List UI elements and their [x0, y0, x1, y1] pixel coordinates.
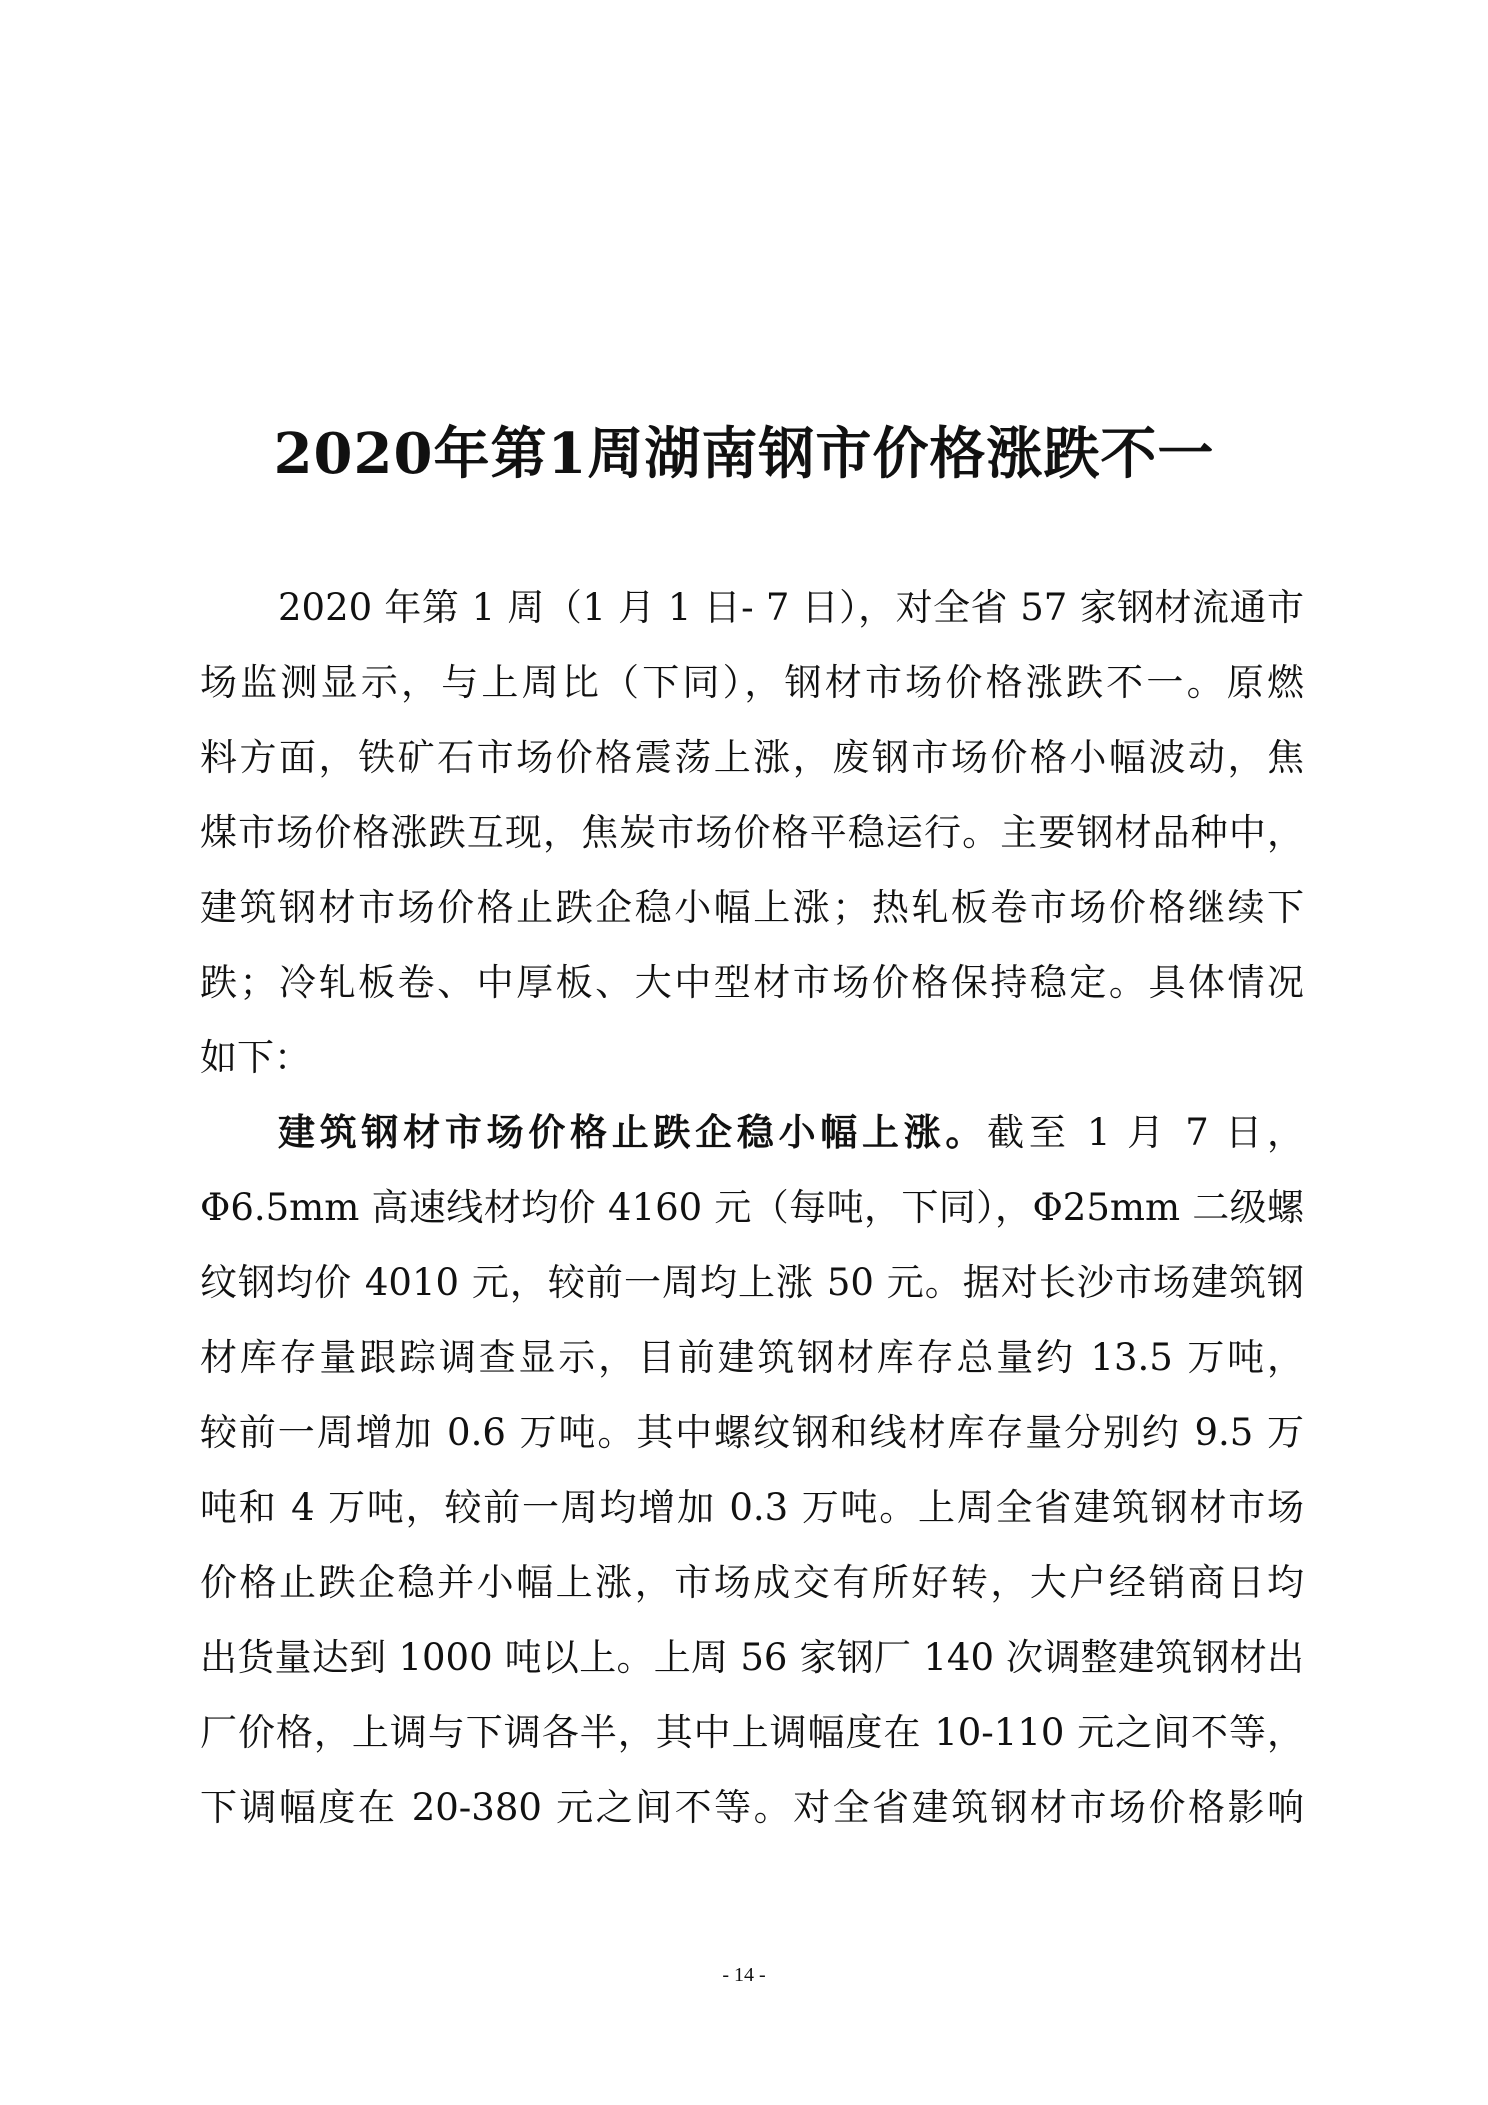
- paragraph-2-first-line: [200, 1095, 1304, 1170]
- paragraph-2-line: 下调幅度在 20-380 元之间不等。对全省建筑钢材市场价格影响: [200, 1786, 1304, 1829]
- paragraph-2-line: 吨和 4 万吨，较前一周均增加 0.3 万吨。上周全省建筑钢材市场: [200, 1486, 1304, 1529]
- paragraph-2-line: 出货量达到 1000 吨以上。上周 56 家钢厂 140 次调整建筑钢材出: [200, 1636, 1304, 1679]
- paragraph-1-line: 场监测显示，与上周比（下同），钢材市场价格涨跌不一。原燃: [200, 661, 1304, 704]
- paragraph-1-line: 煤市场价格涨跌互现，焦炭市场价格平稳运行。主要钢材品种中，: [200, 811, 1304, 854]
- article-body: [200, 570, 1304, 1845]
- paragraph-2-line: 材库存量跟踪调查显示，目前建筑钢材库存总量约 13.5 万吨，: [200, 1336, 1304, 1379]
- paragraph-1-line: 如下：: [200, 1036, 311, 1079]
- paragraph-2-lead: 建筑钢材市场价格止跌企稳小幅上涨。: [278, 1110, 988, 1154]
- paragraph-2-line: Φ6.5mm 高速线材均价 4160 元（每吨，下同），Φ25mm 二级螺: [200, 1186, 1304, 1229]
- page-number: - 14 -: [722, 1964, 766, 1986]
- paragraph-1-line: 2020 年第 1 周（1 月 1 日- 7 日），对全省 57 家钢材流通市: [278, 586, 1304, 629]
- paragraph-2-first-rest: 截至 1 月 7 日，: [987, 1111, 1304, 1154]
- paragraph-2-line: 纹钢均价 4010 元，较前一周均上涨 50 元。据对长沙市场建筑钢: [200, 1261, 1304, 1304]
- paragraph-2-line: 厂价格，上调与下调各半，其中上调幅度在 10-110 元之间不等，: [200, 1711, 1304, 1754]
- paragraph-2-line: 较前一周增加 0.6 万吨。其中螺纹钢和线材库存量分别约 9.5 万: [200, 1411, 1304, 1454]
- paragraph-1-line: 建筑钢材市场价格止跌企稳小幅上涨；热轧板卷市场价格继续下: [200, 886, 1304, 929]
- paragraph-1-line: 料方面，铁矿石市场价格震荡上涨，废钢市场价格小幅波动，焦: [200, 736, 1304, 779]
- paragraph-2-line: 价格止跌企稳并小幅上涨，市场成交有所好转，大户经销商日均: [200, 1561, 1304, 1604]
- paragraph-1-line: 跌；冷轧板卷、中厚板、大中型材市场价格保持稳定。具体情况: [200, 961, 1304, 1004]
- page-title: 2020年第1周湖南钢市价格涨跌不一: [273, 421, 1215, 487]
